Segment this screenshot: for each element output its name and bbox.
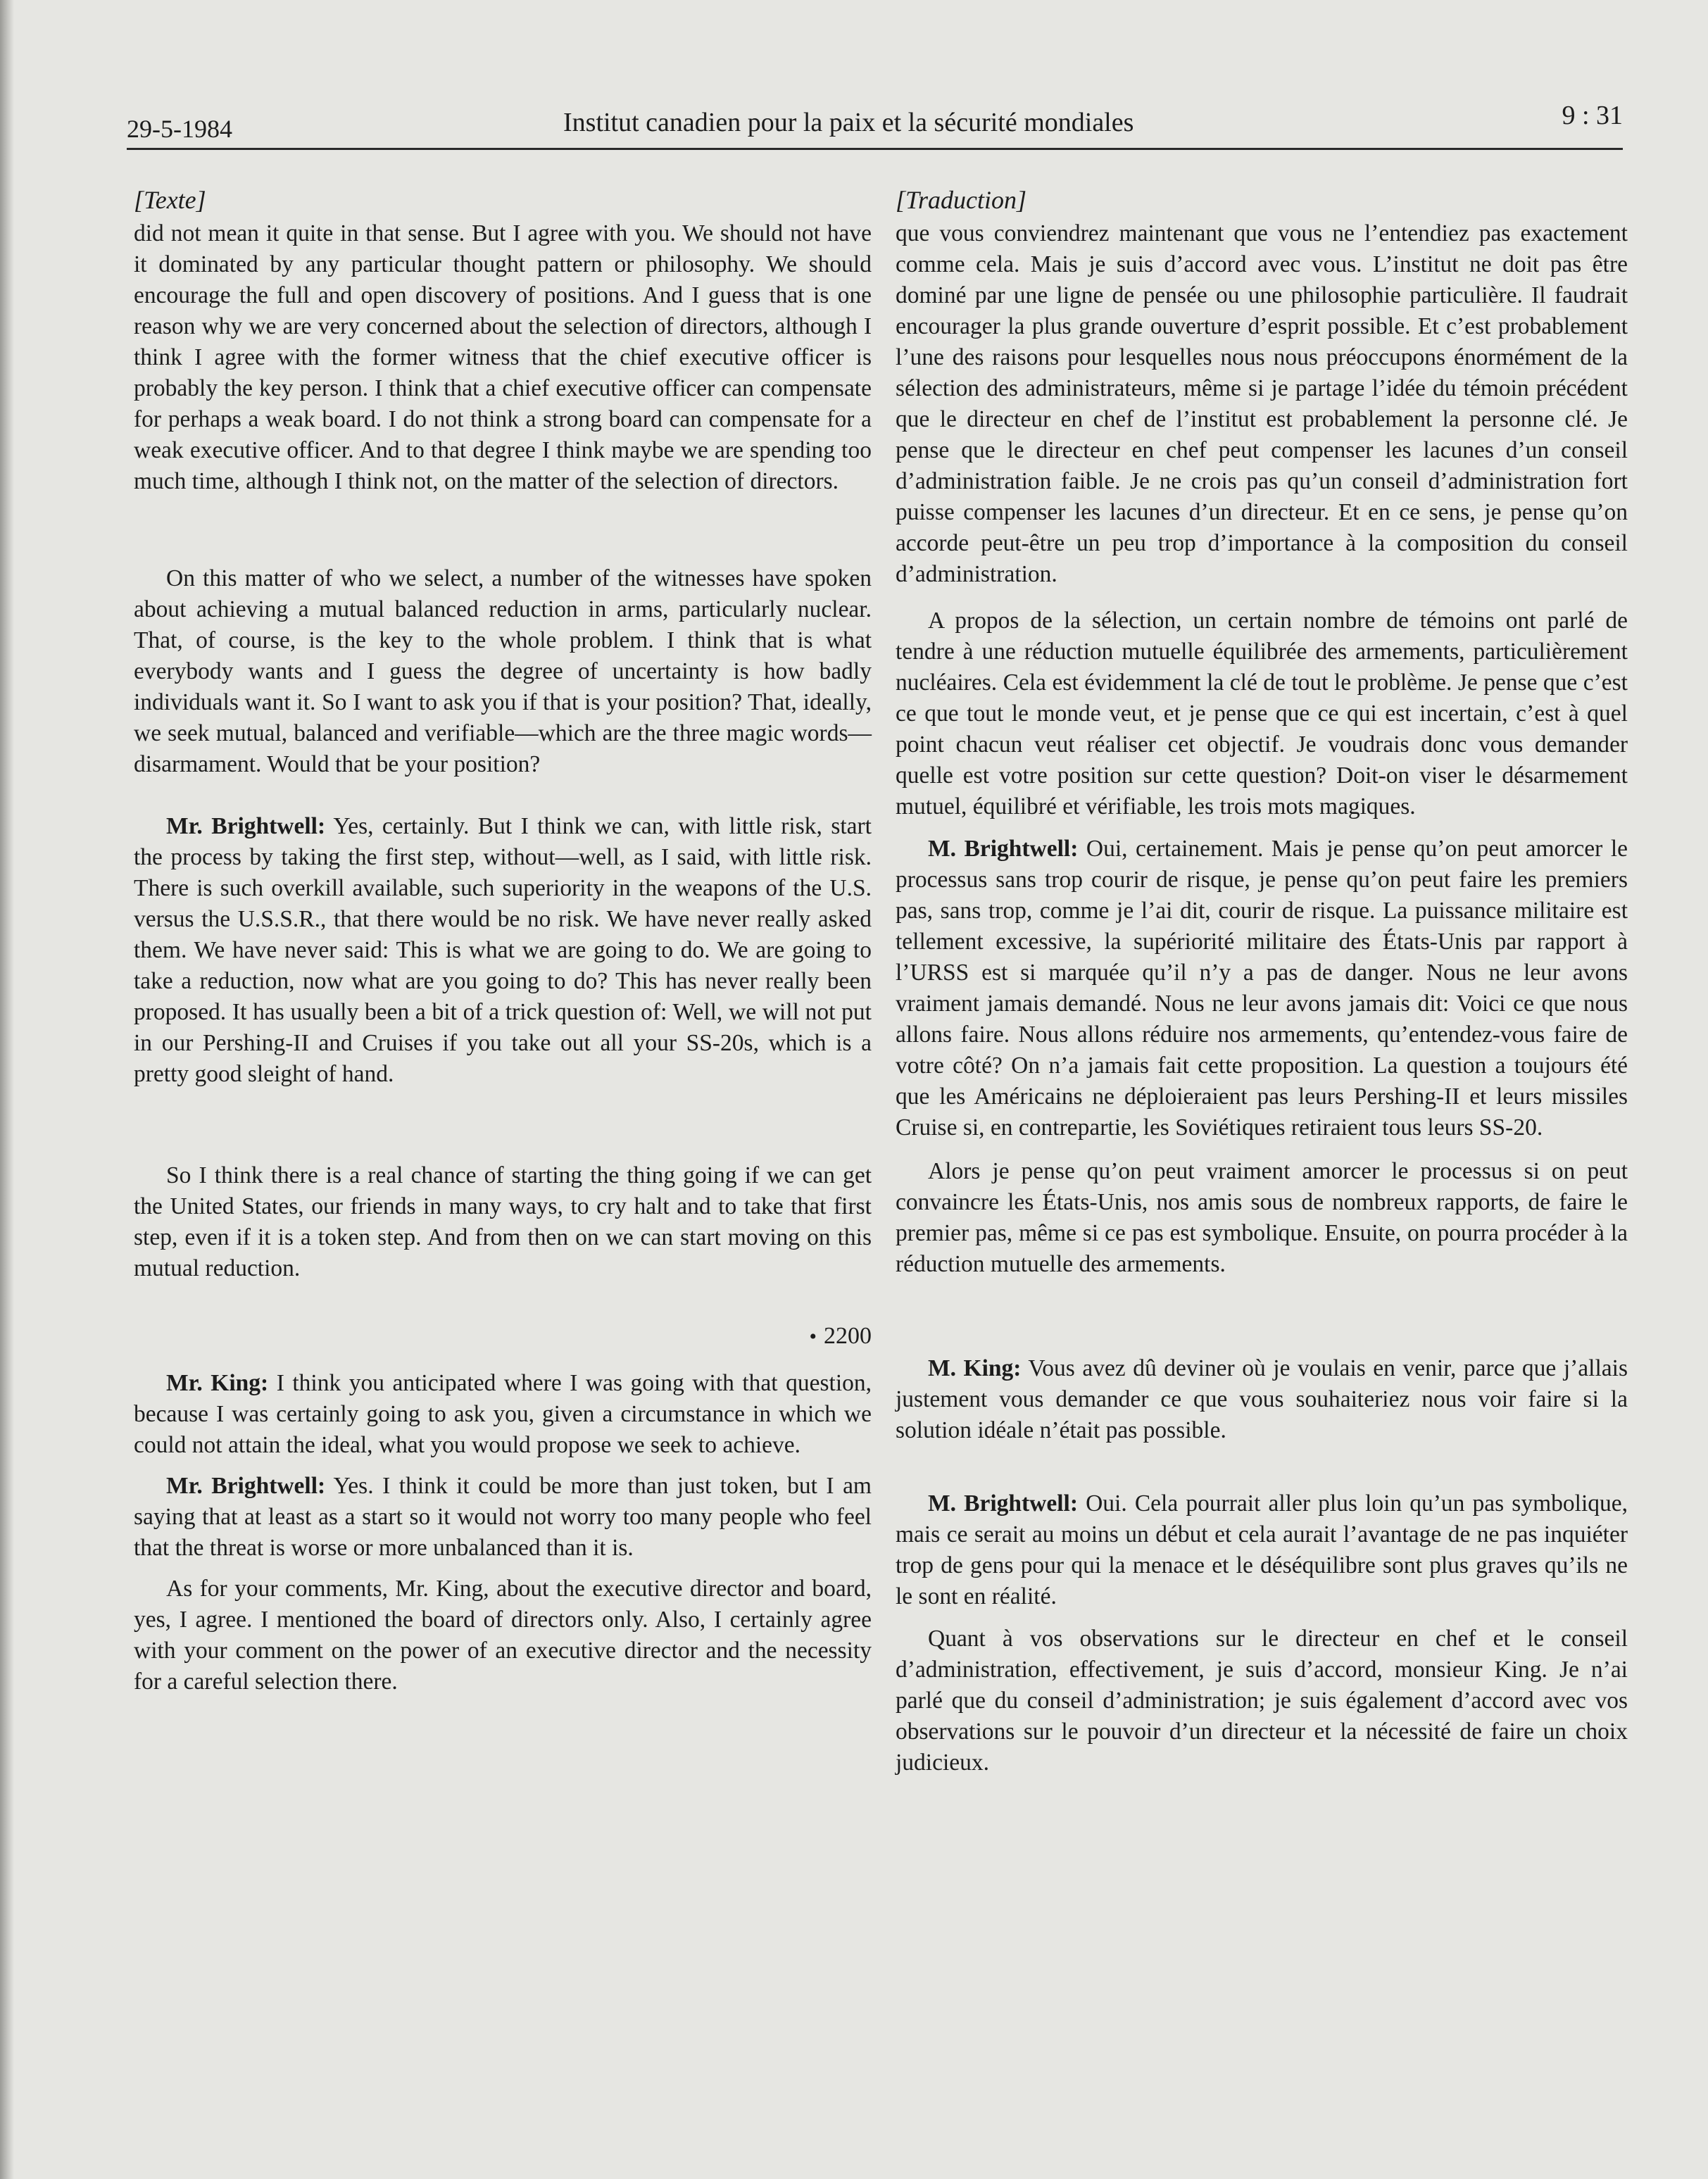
english-paragraph-3 — [134, 811, 872, 1090]
paragraph-text: Yes. I think it could be more than just token, but I am saying that at least as a start so it would not worry too many people who feel that the threat is worse or more unbalanced than it is. — [134, 1473, 872, 1561]
header-page-number: 9 : 31 — [1562, 101, 1623, 130]
french-paragraph-4: Alors je pense qu’on peut vraiment amorcer le processus si on peut convaincre les États-Unis, nos amis sous de nombreux rapports, de faire le premier pas, même si ce pas est symbolique. Ensuite, on pourra procéder à la réduction mutuelle des armements. — [896, 1158, 1628, 1277]
speaker-label: Mr. King: — [166, 1370, 269, 1396]
page-binding-edge — [0, 0, 14, 2179]
french-paragraph-3 — [896, 834, 1628, 1143]
english-paragraph-1: did not mean it quite in that sense. But I agree with you. We should not have it dominated by any particular thought pattern or philosophy. We should encourage the full and open discovery of positions. And I guess that is one reason why we are very concerned about the selection of directors, although I think I agree with the former witness that the chief executive officer is probably the key person. I think that a chief executive officer can compensate for perhaps a weak board. I do not think a strong board can compensate for a weak executive officer. And to that degree I think maybe we are spending too much time, although I think not, on the matter of the selection of directors. — [134, 220, 872, 494]
english-column — [134, 184, 872, 1697]
header-title: Institut canadien pour la paix et la sécurité mondiales — [563, 108, 1134, 137]
french-paragraph-2: A propos de la sélection, un certain nombre de témoins ont parlé de tendre à une réduction mutuelle équilibrée des armements, particulièrement nucléaires. Cela est évidemment la clé de tout le problème. Je pense que c’est ce que tout le monde veut, et je pense que ce qui est incertain, c’est à quel point chacun veut réaliser cet objectif. Je voudrais donc vous demander quelle est votre position sur cette question? Doit-on viser le désarmement mutuel, équilibré et vérifiable, les trois mots magiques. — [896, 608, 1628, 820]
header-date: 29-5-1984 — [127, 115, 232, 143]
timecode-value: 2200 — [824, 1323, 872, 1349]
paragraph-text: Oui. Cela pourrait aller plus loin qu’un pas symbolique, mais ce serait au moins un début et cela aurait l’avantage de ne pas inquiéter trop de gens pour qui la menace et le déséquilibre sont plus graves qu’ils ne le sont en réalité. — [896, 1490, 1628, 1609]
paragraph-text: Oui, certainement. Mais je pense qu’on peut amorcer le processus sans trop courir de risque, je pense qu’on peut faire les premiers pas, sans trop, comme je l’ai dit, courir de risque. La puissance militaire est tellement excessive, la supériorité militaire des États-Unis par rapport à l’URSS est si marquée qu’il n’y a pas de danger. Nous ne leur avons vraiment jamais demandé. Nous ne leur avons jamais dit: Voici ce que nous allons faire. Nous allons réduire nos armements, qu’entendez-vous faire de votre côté? On n’a jamais fait cette proposition. La question a toujours été que les Américains ne déploieraient pas leurs Pershing-II et leurs missiles Cruise si, en contrepartie, les Soviétiques retiraient tous leurs SS-20. — [896, 836, 1628, 1141]
speaker-label: M. Brightwell: — [928, 1490, 1078, 1516]
speaker-label: M. King: — [928, 1355, 1022, 1381]
french-paragraph-7: Quant à vos observations sur le directeur en chef et le conseil d’administration, effectivement, je suis d’accord, monsieur King. Je n’ai parlé que du conseil d’administration; je suis également d’accord avec vos observations sur le pouvoir d’un directeur et la nécessité de faire un choix judicieux. — [896, 1626, 1628, 1776]
speaker-label: M. Brightwell: — [928, 836, 1079, 862]
paragraph-text: I think you anticipated where I was going with that question, because I was certainly going to ask you, given a circumstance in which we could not attain the ideal, what you would propose we seek to achieve. — [134, 1370, 872, 1458]
english-paragraph-5 — [134, 1368, 872, 1461]
english-paragraph-4: So I think there is a real chance of starting the thing going if we can get the United States, our friends in many ways, to cry halt and to take that first step, even if it is a token step. And from then on we can start moving on this mutual reduction. — [134, 1162, 872, 1281]
timecode-bullet-icon: • — [809, 1325, 817, 1348]
english-paragraph-7: As for your comments, Mr. King, about the executive director and board, yes, I agree. I mentioned the board of directors only. Also, I certainly agree with your comment on the power of an executive director and the necessity for a careful selection there. — [134, 1576, 872, 1695]
french-paragraph-5 — [896, 1353, 1628, 1446]
french-paragraph-1: que vous conviendrez maintenant que vous ne l’entendiez pas exactement comme cela. Mais je suis d’accord avec vous. L’institut ne doit pas être dominé par une ligne de pensée ou une philosophie particulière. Il faudrait encourager la plus grande ouverture d’esprit possible. Et c’est probablement l’une des raisons pour lesquelles nous nous préoccupons énormément de la sélection des administrateurs, même si je partage l’idée du témoin précédent que le directeur en chef de l’institut est probablement la personne clé. Je pense que le directeur en chef peut compenser les lacunes d’un conseil d’administration faible. Je ne crois pas qu’un conseil d’administration fort puisse compenser les lacunes d’un directeur. Et en ce sens, je pense qu’on accorde peut-être un peu trop d’importance à la composition du conseil d’administration. — [896, 220, 1628, 587]
english-paragraph-6 — [134, 1471, 872, 1564]
paragraph-text: Vous avez dû deviner où je voulais en venir, parce que j’allais justement vous demander ce que vous souhaiteriez nous voir faire si la solution idéale n’était pas possible. — [896, 1355, 1628, 1443]
page-header — [127, 92, 1623, 150]
speaker-label: Mr. Brightwell: — [166, 813, 326, 839]
paragraph-text: Yes, certainly. But I think we can, with little risk, start the process by taking the first step, without—well, as I said, with little risk. There is such overkill available, such superiority in the weapons of the U.S. versus the U.S.S.R., that there would be no risk. We have never really asked them. We have never said: This is what we are going to do. We are going to take a reduction, now what are you going to do? This has never really been proposed. It has usually been a bit of a trick question of: Well, we will not put in our Pershing-II and Cruises if you take out all your SS-20s, which is a pretty good sleight of hand. — [134, 813, 872, 1087]
french-language-tag: [Traduction] — [896, 186, 1027, 214]
french-column — [896, 184, 1628, 1778]
timecode-marker — [134, 1321, 872, 1352]
english-paragraph-2: On this matter of who we select, a number of the witnesses have spoken about achieving a mutual balanced reduction in arms, particularly nuclear. That, of course, is the key to the whole problem. I think that is what everybody wants and I guess the degree of uncertainty is how badly individuals want it. So I want to ask you if that is your position? That, ideally, we seek mutual, balanced and verifiable—which are the three magic words—disarmament. Would that be your position? — [134, 565, 872, 777]
speaker-label: Mr. Brightwell: — [166, 1473, 326, 1499]
english-language-tag: [Texte] — [134, 186, 206, 214]
french-paragraph-6 — [896, 1488, 1628, 1612]
